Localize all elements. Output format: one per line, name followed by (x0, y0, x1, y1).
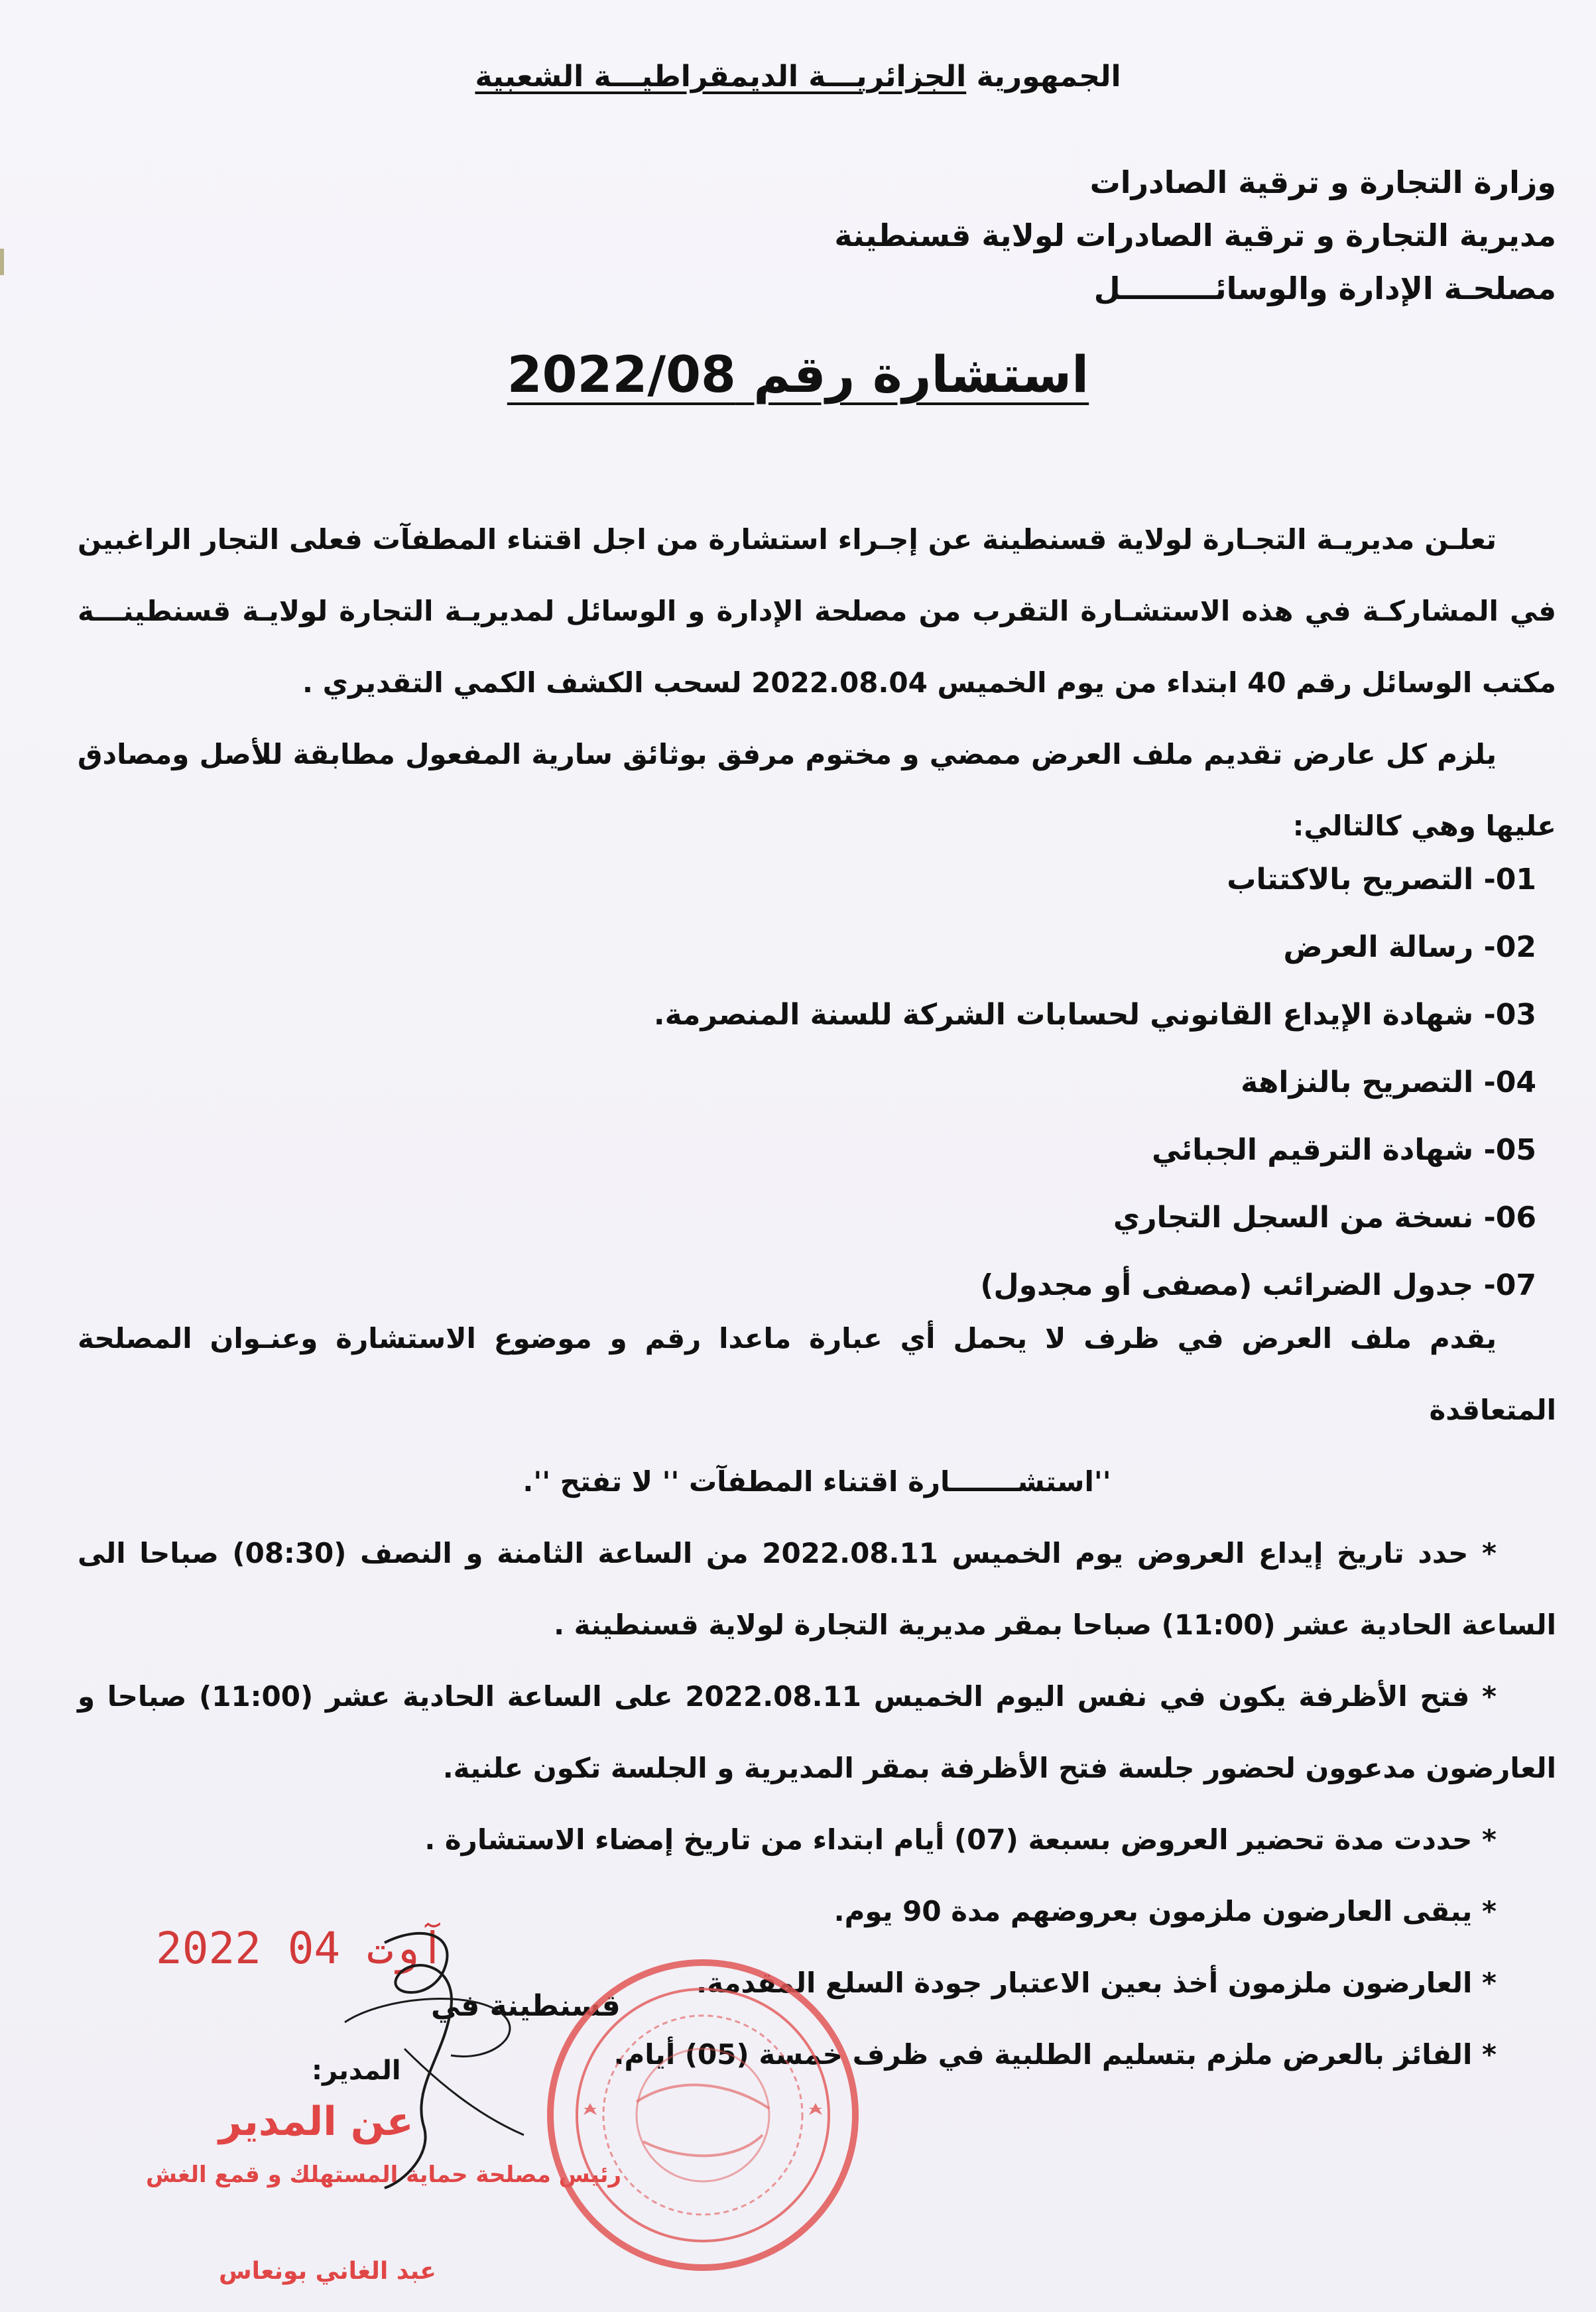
signatory-title: رئيس مصلحة حماية المستهلك و قمع الغش (146, 2161, 622, 2188)
signatory-name: عبد الغاني بونعاس (219, 2258, 436, 2285)
list-item: 06- نسخة من السجل التجاري (1113, 1201, 1536, 1235)
intro-section (78, 504, 1556, 862)
issuer-block (761, 156, 1556, 315)
handwritten-signature (305, 1916, 557, 2195)
place-line: قسنطينة في (431, 1989, 621, 2023)
republic-header (0, 60, 1596, 93)
delivery-line: * الفائز بالعرض ملزم بتسليم الطلبية في ظرف خمسة (05) أيام. (613, 2038, 1497, 2071)
director-label: المدير: (312, 2055, 401, 2086)
republic-name: الجزائريـــة الديمقراطيـــة الشعبية (475, 60, 967, 93)
opening-paragraph: * فتح الأظرفة يكون في نفس اليوم الخميس 2022.08.11 على الساعة الحادية عشر (11:00) صباحا و العارضون مدعوون لحضور جلسة فتح الأظرفة بمقر المديرية و الجلسة تكون علنية. (78, 1680, 1556, 1784)
service-line: مصلحـة الإدارة والوسائـــــــــل (1093, 271, 1556, 306)
list-item: 01- التصريح بالاكتتاب (1227, 863, 1536, 896)
prep-period-line: * حددت مدة تحضير العروض بسبعة (07) أيام ابتداء من تاريخ إمضاء الاستشارة . (424, 1823, 1497, 1856)
republic-word: الجمهورية (976, 60, 1121, 93)
envelope-instruction: يقدم ملف العرض في ظرف لا يحمل أي عبارة ماعدا رقم و موضوع الاستشارة وعنـوان المصلحة المتعاقدة (78, 1322, 1556, 1426)
consultation-title-text: استشارة رقم 2022/08 (507, 345, 1089, 404)
list-item: 04- التصريح بالنزاهة (1241, 1065, 1536, 1099)
intro-paragraph: تعلـن مديريـة التجـارة لولاية قسنطينة عن إجـراء استشارة من اجل اقتناء المطفآت فعلى التجار الراغبين في المشاركـة في هذه الاستشـارة التقرب من مصلحة الإدارة و الوسائل لمديريـة التجارة لولايـة قسنطينـــة مكتب الوسائل رقم 40 ابتداء من يوم الخميس 2022.08.04 لسحب الكشف الكمي التقديري . (78, 523, 1556, 699)
consultation-title (0, 345, 1596, 404)
list-item: 02- رسالة العرض (1283, 930, 1536, 964)
official-seal (530, 1943, 875, 2287)
on-behalf-stamp: عن المدير (219, 2099, 414, 2145)
envelope-label: ''استشـــــــارة اقتناء المطفآت '' لا تفتح ''. (522, 1465, 1111, 1498)
date-stamp: 2022 آوت 04 (156, 1923, 446, 1974)
scan-mark (0, 249, 4, 275)
list-item: 03- شهادة الإيداع القانوني لحسابات الشركة للسنة المنصرمة. (653, 998, 1536, 1032)
deadline-paragraph: * حدد تاريخ إيداع العروض يوم الخميس 2022.08.11 من الساعة الثامنة و النصف (08:30) صباحا الى الساعة الحادية عشر (11:00) صباحا بمقر مديرية التجارة لولاية قسنطينة . (78, 1537, 1556, 1641)
list-item: 07- جدول الضرائب (مصفى أو مجدول) (980, 1268, 1536, 1302)
requirements-list (210, 846, 1536, 1319)
ministry-line: وزارة التجارة و ترقية الصادرات (1089, 164, 1556, 200)
directorate-line: مديرية التجارة و ترقية الصادرات لولاية قسنطينة (834, 217, 1556, 253)
list-item: 05- شهادة الترقيم الجبائي (1152, 1133, 1536, 1167)
requirements-intro: يلزم كل عارض تقديم ملف العرض ممضي و مختوم مرفق بوثائق سارية المفعول مطابقة للأصل ومصادق عليها وهي كالتالي: (78, 738, 1556, 842)
validity-line: * يبقى العارضون ملزمون بعروضهم مدة 90 يوم. (833, 1895, 1497, 1927)
quality-line: * العارضون ملزمون أخذ بعين الاعتبار جودة السلع المقدمة. (696, 1967, 1497, 1999)
